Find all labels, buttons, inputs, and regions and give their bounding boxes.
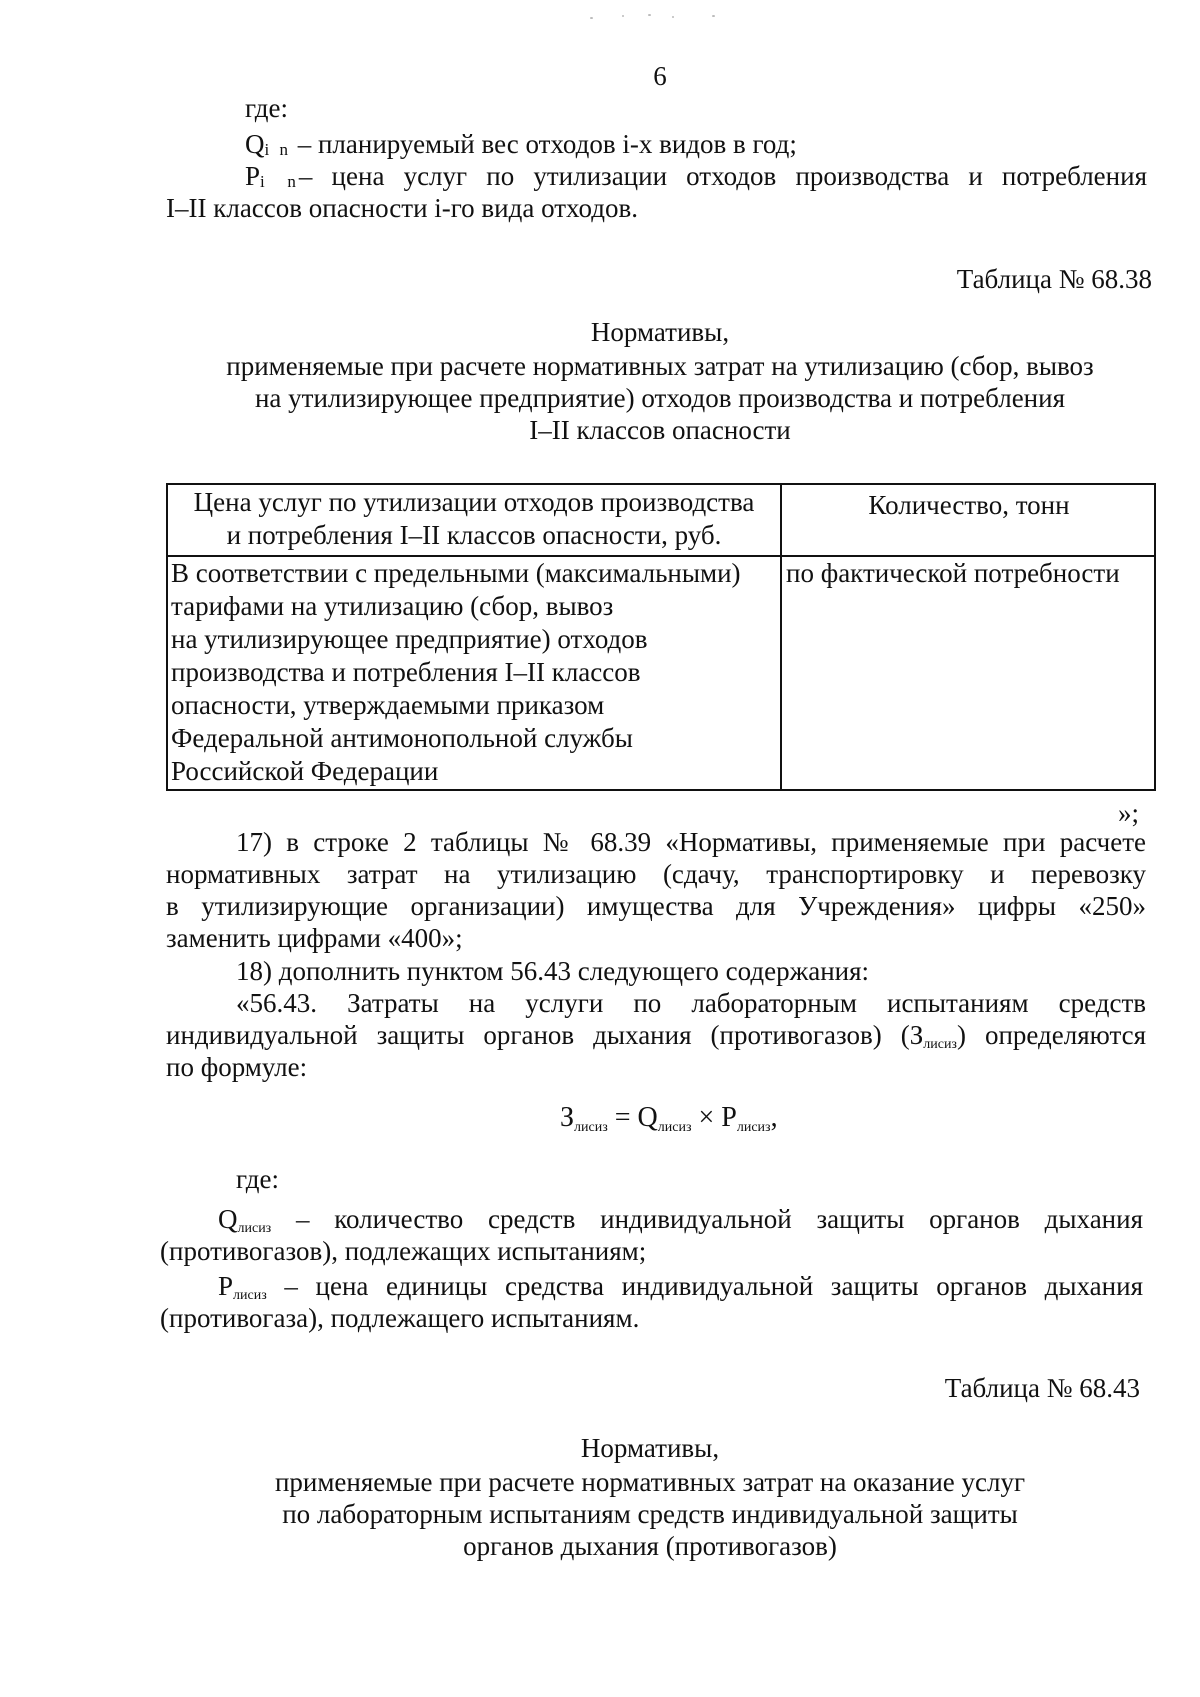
item18-p1-line1: «56.43. Затраты на услуги по лабораторным испытаниям средств xyxy=(236,988,1146,1018)
scan-speck xyxy=(648,14,651,16)
page-number: 6 xyxy=(653,61,667,91)
scan-speck xyxy=(590,17,593,19)
row-quantity: по фактической потребности xyxy=(786,558,1120,588)
header-price-line2: и потребления I–II классов опасности, руб. xyxy=(226,520,722,550)
header-quantity: Количество, тонн xyxy=(868,490,1070,520)
item18-p1-line2-sub: лисиз xyxy=(923,1037,957,1052)
p-subscript: i n xyxy=(260,172,299,191)
q-symbol: Q xyxy=(245,129,265,159)
formula-q-sub: лисиз xyxy=(657,1120,692,1135)
item18-p1-line3: по формуле: xyxy=(166,1052,308,1082)
scan-speck xyxy=(672,16,674,18)
table-6838-subtitle-1: применяемые при расчете нормативных затрат на утилизацию (сбор, вывоз xyxy=(226,351,1094,381)
item17-line1: 17) в строке 2 таблицы № 68.39 «Нормативы, применяемые при расчете xyxy=(236,827,1146,857)
formula-p-sub: лисиз xyxy=(736,1120,771,1135)
defs-q-symbol: Q xyxy=(218,1204,238,1234)
header-price-line1: Цена услуг по утилизации отходов производства xyxy=(193,487,755,517)
formula-times-p: × P xyxy=(691,1102,737,1133)
row-price-line: Российской Федерации xyxy=(171,756,439,786)
item18-p1-line2 xyxy=(166,1019,1146,1061)
table-6843-subtitle-1: применяемые при расчете нормативных затрат на оказание услуг xyxy=(274,1467,1026,1497)
table-6843-label: Таблица № 68.43 xyxy=(944,1373,1140,1403)
scan-speck xyxy=(712,15,715,17)
p-symbol: P xyxy=(245,161,261,191)
item18-text: 18) дополнить пунктом 56.43 следующего содержания: xyxy=(236,956,870,986)
formula-z: З xyxy=(560,1102,575,1133)
scan-speck xyxy=(622,15,624,17)
formula-tail: , xyxy=(770,1102,778,1133)
row-price-line: В соответствии с предельными (максимальными) xyxy=(171,558,741,588)
row-price xyxy=(171,557,779,788)
formula-z-sub: лисиз xyxy=(574,1120,608,1135)
where-label: где: xyxy=(245,93,288,123)
defs-p-symbol: Р xyxy=(218,1271,234,1301)
row-price-line: на утилизирующее предприятие) отходов xyxy=(171,624,648,654)
table-column-divider xyxy=(780,485,782,789)
row-price-line: Федеральной антимонопольной службы xyxy=(171,723,633,753)
formula xyxy=(560,1102,778,1136)
table-6838-subtitle-2: на утилизирующее предприятие) отходов производства и потребления xyxy=(254,383,1065,413)
defs-where: где: xyxy=(236,1164,279,1194)
defs-q-line2: (противогазов), подлежащих испытаниям; xyxy=(160,1236,647,1266)
formula-eq-q: = Q xyxy=(607,1102,658,1133)
table-6843-title: Нормативы, xyxy=(580,1433,720,1463)
table-6838-label: Таблица № 68.38 xyxy=(956,264,1152,294)
q-description: – планируемый вес отходов i-х видов в год; xyxy=(290,129,797,159)
row-price-line: опасности, утверждаемыми приказом xyxy=(171,690,605,720)
defs-p-sub: лисиз xyxy=(233,1288,267,1303)
closing-quote: »; xyxy=(1118,798,1140,828)
p-definition-line2: I–II классов опасности i-го вида отходов. xyxy=(166,193,638,223)
q-subscript: i n xyxy=(264,140,291,159)
table-6838-title: Нормативы, xyxy=(590,317,730,347)
table-6843-subtitle-2: по лабораторным испытаниям средств индивидуальной защиты xyxy=(282,1499,1018,1529)
row-price-line: тарифами на утилизацию (сбор, вывоз xyxy=(171,591,614,621)
item18-p1-line2-a: индивидуальной защиты органов дыхания (противогазов) (З xyxy=(166,1020,924,1050)
row-price-line: производства и потребления I–II классов xyxy=(171,657,641,687)
defs-p-desc-1: – цена единицы средства индивидуальной защиты органов дыхания xyxy=(266,1271,1143,1301)
table-6838-subtitle-3: I–II классов опасности xyxy=(529,415,791,445)
defs-p-line2: (противогаза), подлежащего испытаниям. xyxy=(160,1303,640,1333)
item17-line4: заменить цифрами «400»; xyxy=(166,923,463,953)
table-6838 xyxy=(166,483,1156,791)
item18-p1-line2-b: ) определяются xyxy=(956,1020,1147,1050)
item17-line2: нормативных затрат на утилизацию (сдачу, транспортировку и перевозку xyxy=(166,859,1146,889)
table-6843-subtitle-3: органов дыхания (противогазов) xyxy=(463,1531,837,1561)
defs-q-sub: лисиз xyxy=(237,1221,272,1236)
defs-q-desc-1: – количество средств индивидуальной защиты органов дыхания xyxy=(271,1204,1143,1234)
p-description-1: – цена услуг по утилизации отходов производства и потребления xyxy=(298,161,1147,191)
item17-line3: в утилизирующие организации) имущества для Учреждения» цифры «250» xyxy=(166,891,1146,921)
